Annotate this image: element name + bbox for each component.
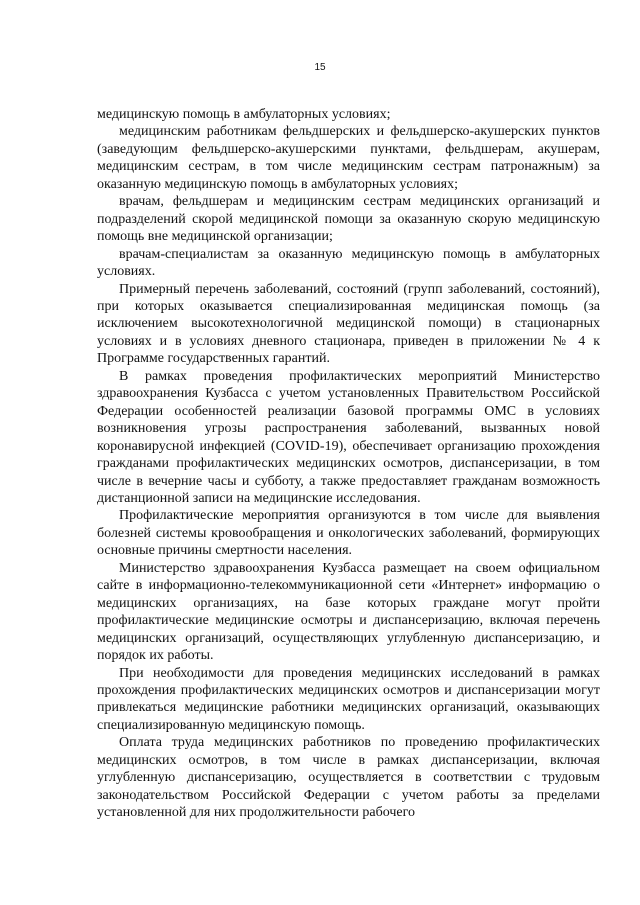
paragraph-10: Оплата труда медицинских работников по проведению профилактических медицинских осмотров, в том числе в рамках диспансеризации, включая углубленную диспансеризацию, осуществляется в соответствии с трудовым законодательством Российской Федерации с учетом работы за пределами установленной для них продолжительности рабочего [97,735,600,821]
paragraph-2: медицинским работникам фельдшерских и фельдшерско-акушерских пунктов (заведующим фельдшерско-акушерскими пунктами, фельдшерам, акушерам, медицинским сестрам, в том числе медицинским сестрам патронажным) за оказанную медицинскую помощь в амбулаторных условиях; [97,124,600,192]
paragraph-4: врачам-специалистам за оказанную медицинскую помощь в амбулаторных условиях. [97,246,600,280]
paragraph-3: врачам, фельдшерам и медицинским сестрам медицинских организаций и подразделений скорой медицинской помощи за оказанную скорую медицинскую помощь вне медицинской организации; [97,194,600,245]
page-number: 15 [314,62,326,73]
paragraph-5: Примерный перечень заболеваний, состояний (групп заболеваний, состояний), при которых оказывается специализированная медицинская помощь (за исключением высокотехнологичной медицинской помощи) в стационарных условиях и в условиях дневного стационара, приведен в приложении № 4 к Программе государственных гарантий. [97,281,600,367]
document-body [97,106,600,822]
paragraph-1: медицинскую помощь в амбулаторных условиях; [97,107,391,122]
paragraph-7: Профилактические мероприятия организуются в том числе для выявления болезней системы кровообращения и онкологических заболеваний, формирующих основные причины смертности населения. [97,508,600,559]
paragraph-9: При необходимости для проведения медицинских исследований в рамках прохождения профилактических медицинских осмотров и диспансеризации могут привлекаться медицинские работники медицинских организаций, оказывающих специализированную медицинскую помощь. [97,665,600,733]
paragraph-6: В рамках проведения профилактических мероприятий Министерство здравоохранения Кузбасса с учетом установленных Правительством Российской Федерации особенностей реализации базовой программы ОМС в условиях возникновения угрозы распространения заболеваний, вызванных новой коронавирусной инфекцией (COVID-19), обеспечивает организацию прохождения гражданами профилактических медицинских осмотров, диспансеризации, в том числе в вечерние часы и субботу, а также предоставляет гражданам возможность дистанционной записи на медицинские исследования. [97,368,600,506]
paragraph-8: Министерство здравоохранения Кузбасса размещает на своем официальном сайте в информационно-телекоммуникационной сети «Интернет» информацию о медицинских организациях, на базе которых граждане могут пройти профилактические медицинские осмотры и диспансеризацию, включая перечень медицинских организаций, осуществляющих углубленную диспансеризацию, и порядок их работы. [97,560,600,664]
